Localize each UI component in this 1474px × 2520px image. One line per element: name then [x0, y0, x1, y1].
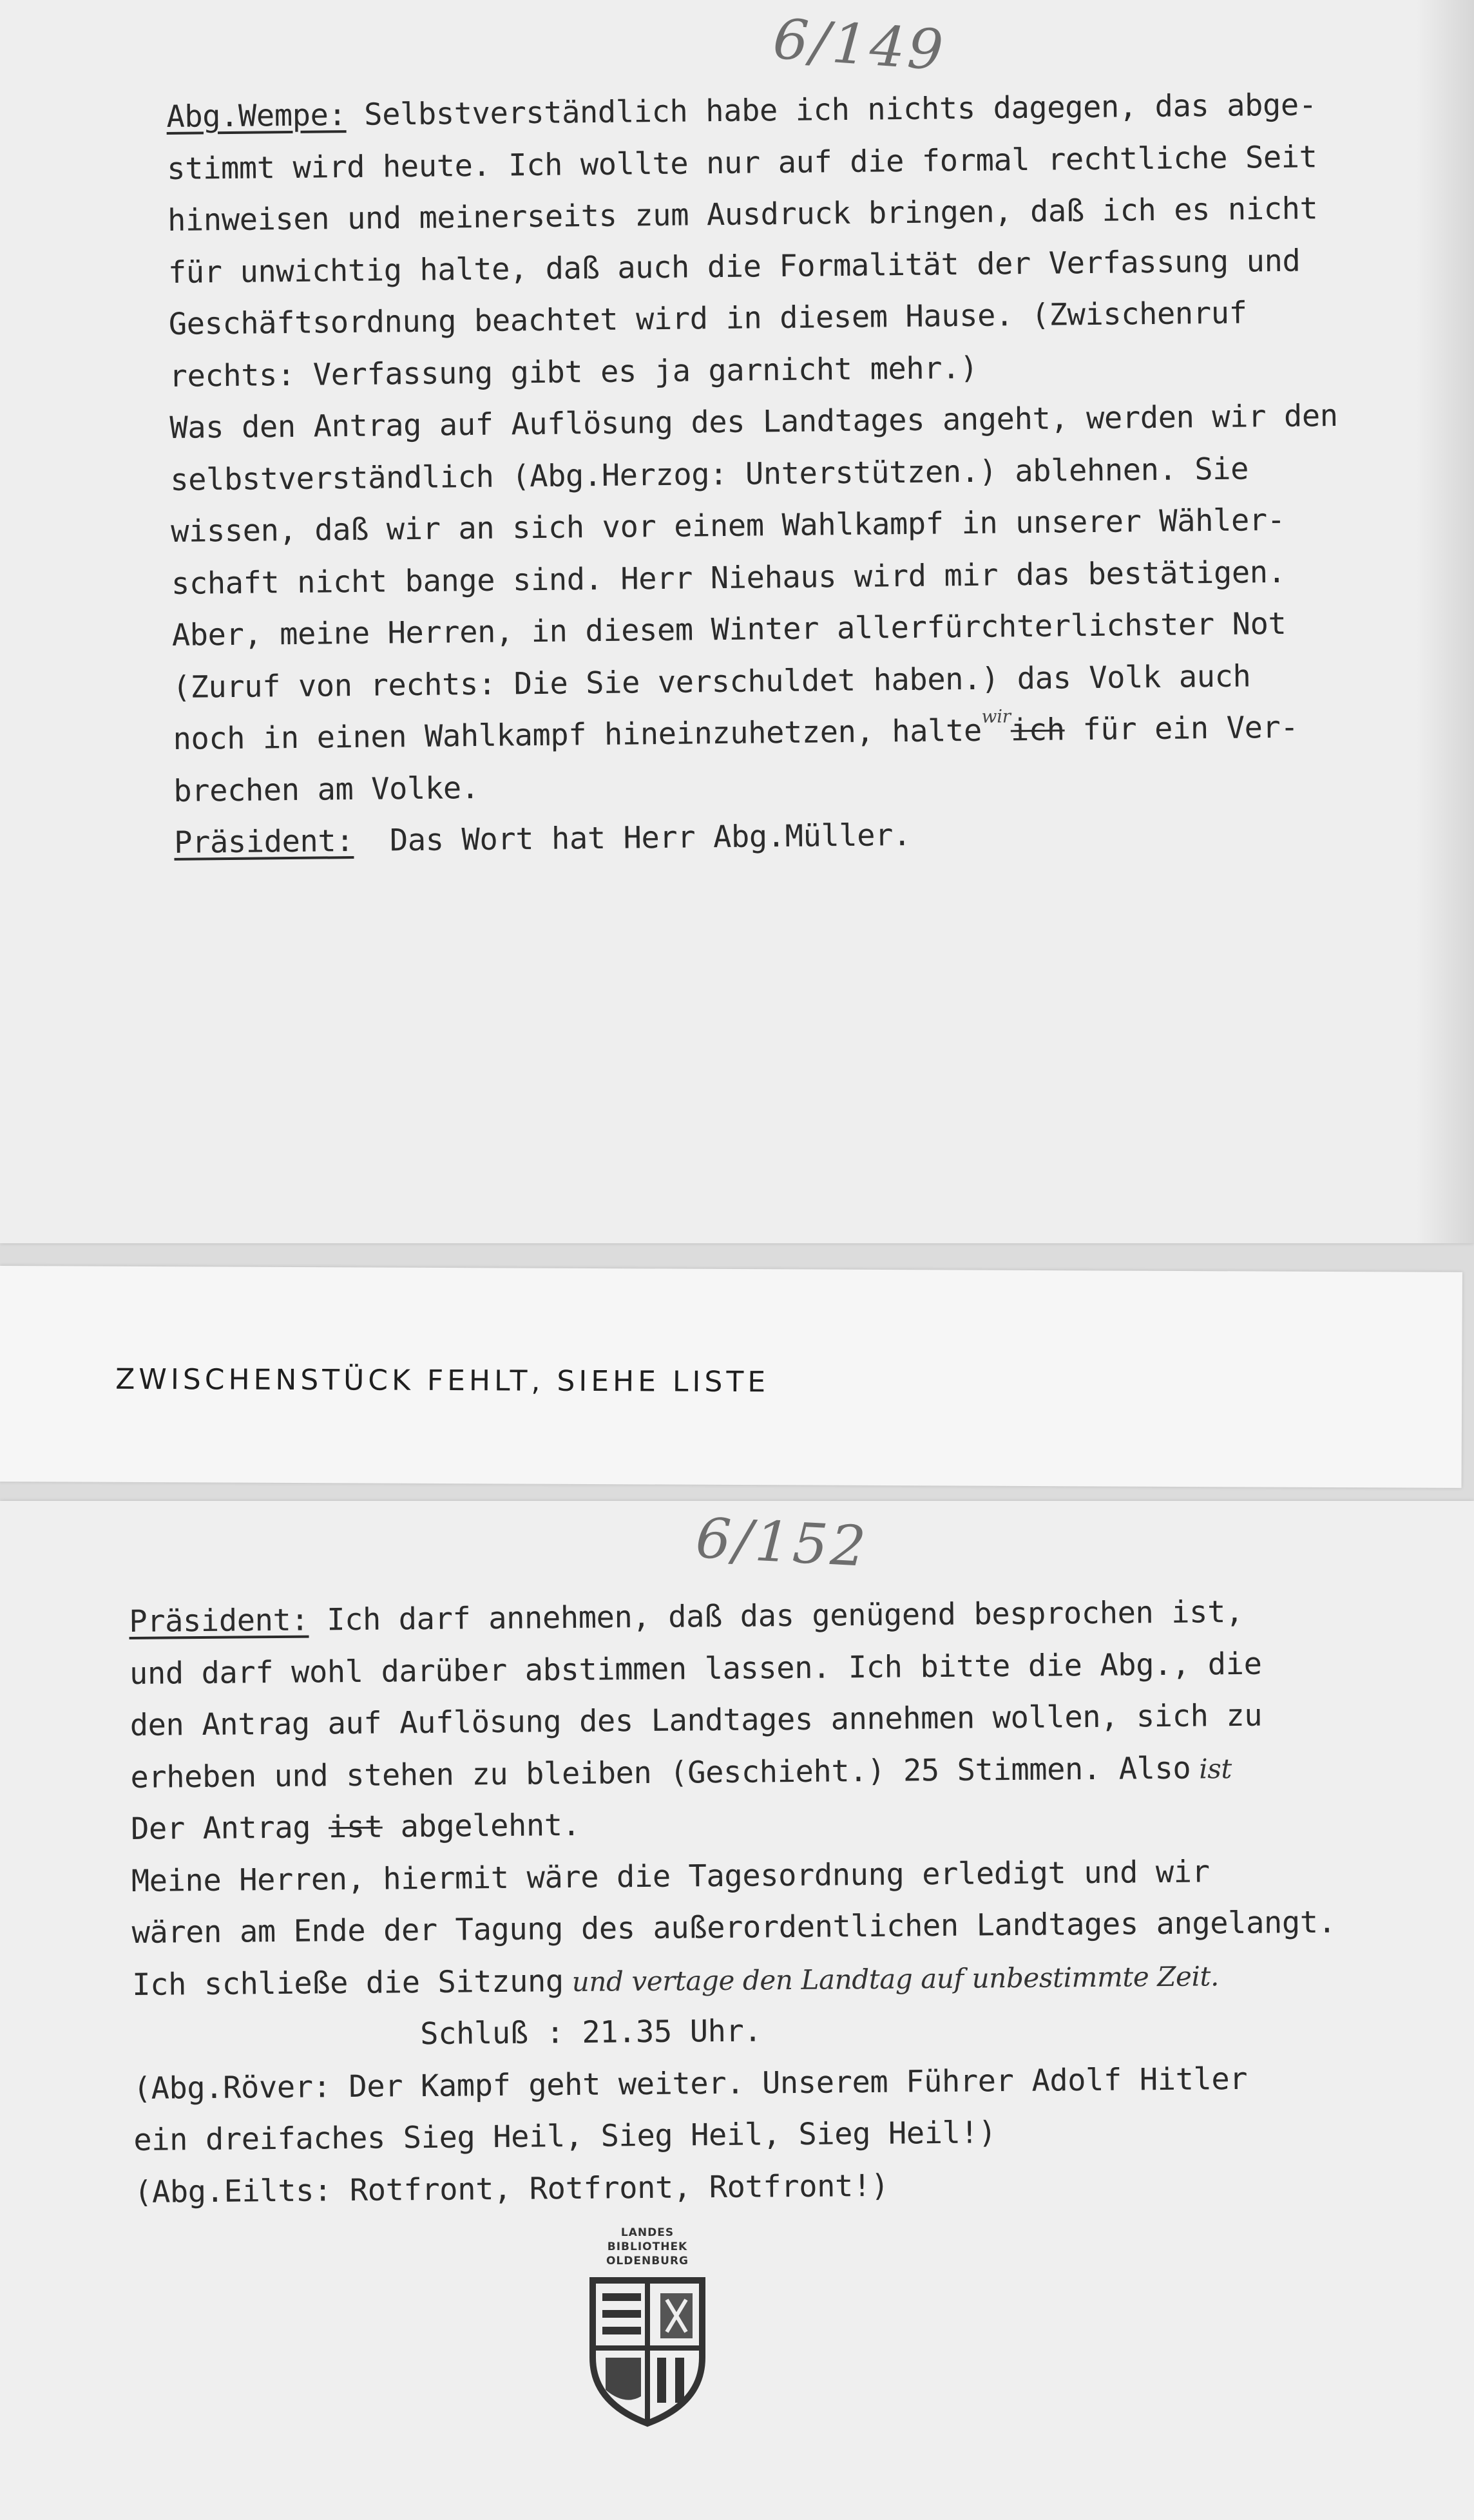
- speaker-label: Abg.Wempe:: [166, 97, 347, 135]
- line-text: für ein Ver-: [1064, 709, 1299, 748]
- line-text: den Antrag auf Auflösung des Landtages annehmen wollen, sich zu: [129, 1697, 1263, 1743]
- line-text: Was den Antrag auf Auflösung des Landtages angeht, werden wir den: [169, 397, 1338, 446]
- transcript-line: [130, 1741, 1335, 1804]
- line-text: Ich schließe die Sitzung: [132, 1963, 564, 2003]
- coat-of-arms-icon: [580, 2274, 715, 2429]
- line-text: stimmt wird heute. Ich wollte nur auf die formal rechtliche Seit: [166, 138, 1317, 187]
- line-text: wissen, daß wir an sich vor einem Wahlkampf in unserer Wähler-: [170, 502, 1285, 549]
- line-text: (Zuruf von rechts: Die Sie verschuldet haben.) das Volk auch: [172, 658, 1251, 705]
- transcript-line: [133, 2052, 1337, 2115]
- line-text: hinweisen und meinerseits zum Ausdruck bringen, daß ich es nicht: [167, 191, 1318, 238]
- line-text: Selbstverständlich habe ich nichts dagegen, das abge-: [346, 87, 1317, 133]
- handwritten-addition: ist: [1191, 1752, 1232, 1785]
- transcript-line: [129, 1586, 1334, 1648]
- line-text: Meine Herren, hiermit wäre die Tagesordnung erledigt und wir: [131, 1853, 1210, 1899]
- transcript-line: [131, 1897, 1336, 1960]
- stamp-line: LANDES: [620, 2226, 675, 2239]
- missing-section-strip: [0, 1266, 1462, 1488]
- line-text: ein dreifaches Sieg Heil, Sieg Heil, Sieg Heil!): [133, 2115, 997, 2158]
- handwritten-addition: und vertage den Landtag auf unbestimmte Zeit.: [563, 1960, 1220, 1998]
- line-text: wären am Ende der Tagung des außerordentlichen Landtages angelangt.: [131, 1904, 1336, 1951]
- stamp-text: [589, 2226, 705, 2268]
- line-text: und darf wohl darüber abstimmen lassen. Ich bitte die Abg., die: [129, 1646, 1262, 1692]
- transcript-block-bottom: [129, 1586, 1338, 2219]
- library-stamp: [580, 2226, 715, 2432]
- line-text: Der Antrag: [130, 1809, 329, 1847]
- page-number-bottom: 6/152: [694, 1506, 870, 1580]
- line-text: Ich darf annehmen, daß das genügend besprochen ist,: [309, 1594, 1244, 1638]
- line-text: für unwichtig halte, daß auch die Formalität der Verfassung und: [168, 243, 1301, 291]
- transcript-line: [134, 2156, 1339, 2219]
- stamp-line: OLDENBURG: [606, 2255, 689, 2267]
- line-text: Schluß : 21.35 Uhr.: [132, 2013, 762, 2054]
- struck-text: ich: [1010, 712, 1065, 749]
- transcript-block-top: [166, 79, 1343, 869]
- stamp-line: BIBLIOTHEK: [607, 2240, 688, 2253]
- struck-text: ist: [328, 1809, 383, 1846]
- line-text: abgelehnt.: [382, 1807, 580, 1845]
- speaker-label: Präsident:: [173, 823, 354, 861]
- transcript-line: [132, 1949, 1337, 2011]
- page-number-top: 6/149: [770, 6, 948, 84]
- line-text: Geschäftsordnung beachtet wird in diesem Hause. (Zwischenruf: [168, 295, 1247, 342]
- handwritten-insertion: wir: [981, 705, 1011, 727]
- line-text: rechts: Verfassung gibt es ja garnicht mehr.): [169, 350, 979, 394]
- transcript-line: [129, 1690, 1334, 1752]
- line-text: erheben und stehen zu bleiben (Geschieht.) 25 Stimmen. Also: [130, 1750, 1191, 1795]
- line-text: Aber, meine Herren, in diesem Winter allerfürchterlichster Not: [171, 606, 1287, 653]
- line-text: schaft nicht bange sind. Herr Niehaus wird mir das bestätigen.: [171, 554, 1286, 602]
- line-text: (Abg.Röver: Der Kampf geht weiter. Unserem Führer Adolf Hitler: [133, 2061, 1248, 2106]
- missing-section-note: ZWISCHENSTÜCK FEHLT, SIEHE LISTE: [115, 1362, 770, 1399]
- line-text: brechen am Volke.: [173, 770, 479, 809]
- line-text: selbstverständlich (Abg.Herzog: Unterstützen.) ablehnen. Sie: [170, 450, 1249, 498]
- speaker-label: Präsident:: [129, 1602, 309, 1639]
- line-text: Das Wort hat Herr Abg.Müller.: [353, 817, 912, 859]
- line-text: noch in einen Wahlkampf hineinzuhetzen, halte: [173, 712, 982, 757]
- line-text: (Abg.Eilts: Rotfront, Rotfront, Rotfront!): [133, 2168, 889, 2210]
